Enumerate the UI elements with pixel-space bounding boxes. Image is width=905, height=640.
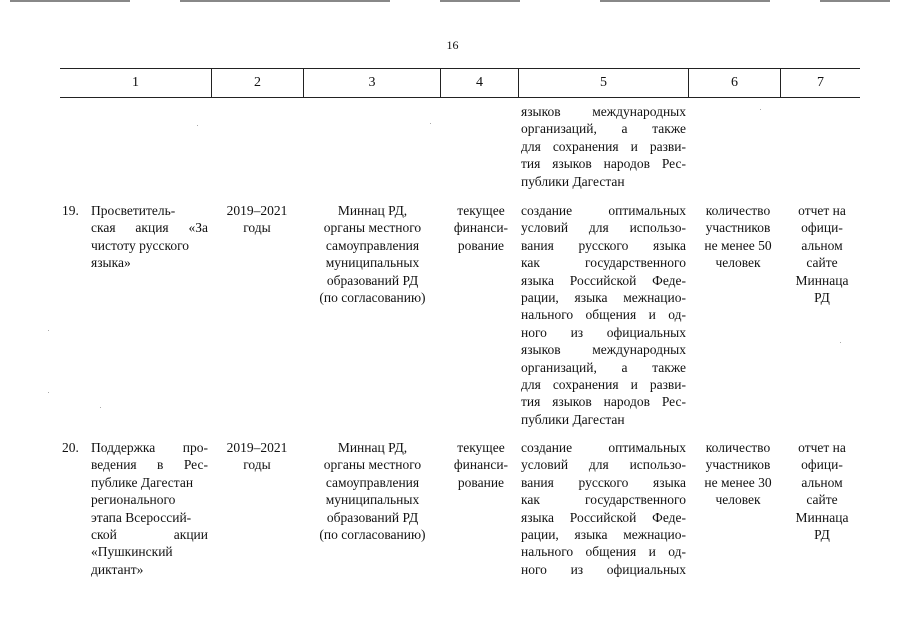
text-line: языков международных — [521, 104, 686, 119]
period — [212, 202, 302, 237]
text-line: Миннаца — [795, 509, 849, 525]
text-line: публики Дагестан — [521, 411, 625, 427]
text-line: человек — [715, 255, 761, 271]
executors — [304, 439, 441, 543]
text-line: ской акции — [91, 527, 208, 543]
text-line: для сохранения и разви- — [521, 138, 686, 154]
page-number: 16 — [446, 38, 459, 52]
text-line: тия языков народов Рес- — [521, 156, 686, 172]
text-line: языка» — [91, 255, 131, 271]
text-line: для сохранения и разви- — [521, 377, 686, 393]
text-line: РД — [814, 290, 830, 306]
text-line: диктант» — [91, 561, 144, 577]
text-line: отчет на — [798, 203, 846, 218]
funding-source — [443, 439, 519, 491]
text-line: регионального — [91, 492, 176, 508]
text-line: не менее 50 — [704, 237, 772, 253]
event-name — [91, 439, 208, 578]
funding-source — [443, 202, 519, 254]
text-line: публики Дагестан — [521, 173, 625, 189]
text-line: 2019–2021 — [226, 440, 288, 455]
event-name — [91, 202, 208, 272]
text-line: Просветитель- — [91, 203, 176, 218]
text-line: Миннац РД, — [337, 440, 408, 455]
scan-top-edge — [0, 0, 905, 2]
expected-result — [521, 439, 686, 578]
text-line: тия языков народов Рес- — [521, 394, 686, 410]
text-line: публике Дагестан — [91, 474, 194, 490]
text-line: рование — [457, 474, 505, 490]
text-line: количество — [705, 440, 771, 455]
text-line: Миннац РД, — [337, 203, 408, 218]
scan-speck — [760, 109, 761, 110]
continued-result-text — [521, 103, 686, 190]
scan-speck — [100, 407, 101, 408]
text-line: отчет на — [798, 440, 846, 455]
text-line: как государственного — [521, 492, 686, 508]
column-header: 2 — [212, 69, 304, 97]
text-line: (по согласованию) — [319, 527, 426, 543]
column-header: 3 — [304, 69, 441, 97]
text-line: ного из официальных — [521, 561, 686, 577]
text-line: годы — [243, 457, 271, 473]
expected-result — [521, 202, 686, 428]
text-line: РД — [814, 527, 830, 543]
text-line: количество — [705, 203, 771, 218]
text-line: «Пушкинский — [91, 544, 173, 560]
text-line: образований РД — [326, 272, 419, 288]
column-header: 4 — [441, 69, 519, 97]
text-line: (по согласованию) — [319, 290, 426, 306]
indicator — [692, 202, 784, 272]
scan-speck — [430, 123, 431, 124]
text-line: Миннаца — [795, 272, 849, 288]
text-line: текущее — [457, 203, 505, 218]
text-line: текущее — [457, 440, 505, 455]
text-line: сайте — [806, 492, 838, 508]
row-number: 20. — [62, 440, 79, 455]
indicator — [692, 439, 784, 509]
text-line: этапа Всероссий- — [91, 509, 192, 525]
text-line: не менее 30 — [704, 474, 772, 490]
text-line: условий для использо- — [521, 220, 686, 236]
text-line: участников — [705, 220, 771, 236]
text-line: органы местного — [323, 457, 422, 473]
text-line: языка Российской Феде- — [521, 272, 686, 288]
text-line: нального общения и од- — [521, 544, 686, 560]
text-line: органы местного — [323, 220, 422, 236]
scan-speck — [48, 330, 49, 331]
text-line: рование — [457, 237, 505, 253]
text-line: условий для использо- — [521, 457, 686, 473]
scan-speck — [197, 125, 198, 126]
column-header: 6 — [689, 69, 781, 97]
row-number: 19. — [62, 203, 79, 218]
text-line: вания русского языка — [521, 237, 686, 253]
text-line: как государственного — [521, 255, 686, 271]
text-line: нального общения и од- — [521, 307, 686, 323]
text-line: языка Российской Феде- — [521, 509, 686, 525]
text-line: муниципальных — [325, 492, 420, 508]
text-line: рации, языка межнацио- — [521, 290, 686, 306]
text-line: альном — [801, 474, 843, 490]
column-header: 1 — [60, 69, 212, 97]
text-line: ведения в Рес- — [91, 457, 208, 473]
text-line: ская акция «За — [91, 220, 208, 236]
text-line: 2019–2021 — [226, 203, 288, 218]
text-line: годы — [243, 220, 271, 236]
report-form — [784, 202, 860, 306]
text-line: финанси- — [453, 457, 509, 473]
text-line: языков международных — [521, 342, 686, 358]
text-line: финанси- — [453, 220, 509, 236]
text-line: муниципальных — [325, 255, 420, 271]
text-line: организаций, а также — [521, 121, 686, 137]
text-line: сайте — [806, 255, 838, 271]
text-line: организаций, а также — [521, 359, 686, 375]
text-line: офици- — [801, 457, 843, 473]
text-line: создание оптимальных — [521, 203, 686, 218]
table-header-row — [60, 68, 860, 98]
text-line: самоуправления — [325, 474, 420, 490]
scan-speck — [48, 392, 49, 393]
text-line: альном — [801, 237, 843, 253]
executors — [304, 202, 441, 306]
text-line: вания русского языка — [521, 474, 686, 490]
period — [212, 439, 302, 474]
text-line: участников — [705, 457, 771, 473]
text-line: офици- — [801, 220, 843, 236]
column-header: 7 — [817, 75, 824, 90]
column-header: 5 — [519, 69, 689, 97]
text-line: чистоту русского — [91, 237, 190, 253]
report-form — [784, 439, 860, 543]
text-line: образований РД — [326, 509, 419, 525]
text-line: человек — [715, 492, 761, 508]
text-line: ного из официальных — [521, 324, 686, 340]
text-line: создание оптимальных — [521, 440, 686, 455]
scan-speck — [840, 342, 841, 343]
text-line: Поддержка про- — [91, 440, 208, 455]
text-line: самоуправления — [325, 237, 420, 253]
text-line: рации, языка межнацио- — [521, 527, 686, 543]
